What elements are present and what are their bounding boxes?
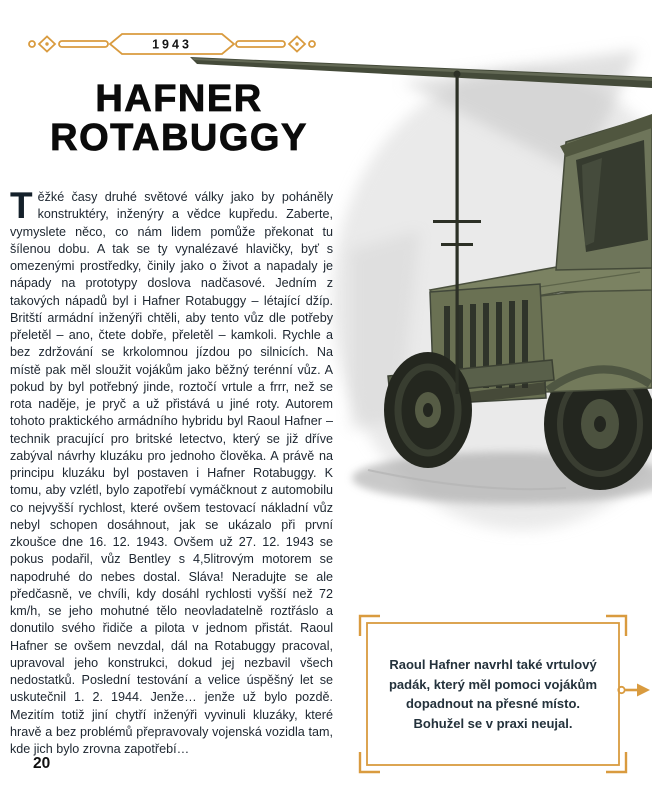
callout-box xyxy=(358,614,628,774)
page-number: 20 xyxy=(33,755,51,772)
banner-ornament-circle-right xyxy=(309,41,315,47)
drop-cap: T xyxy=(10,185,33,226)
article-body xyxy=(10,185,333,758)
page-title-line1: HAFNER xyxy=(95,78,263,120)
page-title-line2: ROTABUGGY xyxy=(50,117,308,159)
front-wheel xyxy=(384,352,472,468)
banner-band-left xyxy=(59,41,108,47)
year-banner xyxy=(26,30,318,58)
callout-text: Raoul Hafner navrhl také vrtulový padák, který měl pomoci vojákům dopadnout na přesné místo. Bohužel se v praxi neujal. xyxy=(388,657,598,731)
year-label: 1943 xyxy=(152,37,192,52)
banner-band-right xyxy=(236,41,285,47)
banner-ornament-circle-left xyxy=(29,41,35,47)
page-title xyxy=(14,80,344,158)
edge-arrow-icon xyxy=(616,680,652,700)
article-paragraph: ěžké časy druhé světové války jako by poháněly konstruktéry, inženýry a vědce kupředu. Zaberte, vymyslete něco, co nám lidem pomůže překonat tu šílenou dobu. A tak se ty vynalézavé hlavičky, byť s omezenými prostředky, činily jako o život a napadaly je nápady na prototypy doslova nadčasové. Jedním z takových nápadů byl i Hafner Rotabuggy – létající džíp. Britští armádní inženýři chtěli, aby tento vůz dle potřeby přeletěl – ano, čtete dobře, přeletěl – kamkoli. Rychle a bez zdržování se krkolomnou jízdou po silnicích. Na místě pak měl sloužit vojákům jako běžný terénní vůz. A pokud by byl potřebný jinde, roztočí vrtule a frrr, než se rota naděje, je pryč a už přistává u jiné roty. Autorem tohoto praktického armádního hybridu byl Raoul Hafner – technik pracující pro britské letectvo, který se již dříve zabýval návrhy kluzáku pro jednoho člověka. A právě na principu kluzáku byl postaven i Hafner Rotabuggy. K tomu, aby vzlétl, bylo zapotřebí vymáčknout z automobilu co nejvyšší rychlost, které ovšem testovací nákladní vůz nebyl schopen dosáhnout, jak se ukázalo při první zkoušce dne 16. 12. 1943. Ovšem už 27. 12. 1943 se pokus podařil, vůz Bentley s 4,5litrovým motorem se napodruhé do nebes dostal. Sláva! Neradujte se ale předčasně, ve chvíli, kdy dosáhl rychlosti vyšší než 72 km/h, se jeho mohutné tělo neovladatelně roztřáslo a donutilo svého řidiče a pilota v jednom přistát. Raoul Hafner se ovšem nevzdal, dál na Rotabuggy pracoval, upravoval jeho konstrukci, dokud jej nezbavil všech nedostatků. Poslední testování a velice úspěšný let se uskutečnil 1. 2. 1944. Jenže… jenže už bylo pozdě. Mezitím totiž jiní chytří inženýři vyvinuli kluzáky, které hravě a bez problémů přepravovaly vojenská vozidla tam, kde jich bylo zrovna zapotřebí… xyxy=(10,190,333,756)
